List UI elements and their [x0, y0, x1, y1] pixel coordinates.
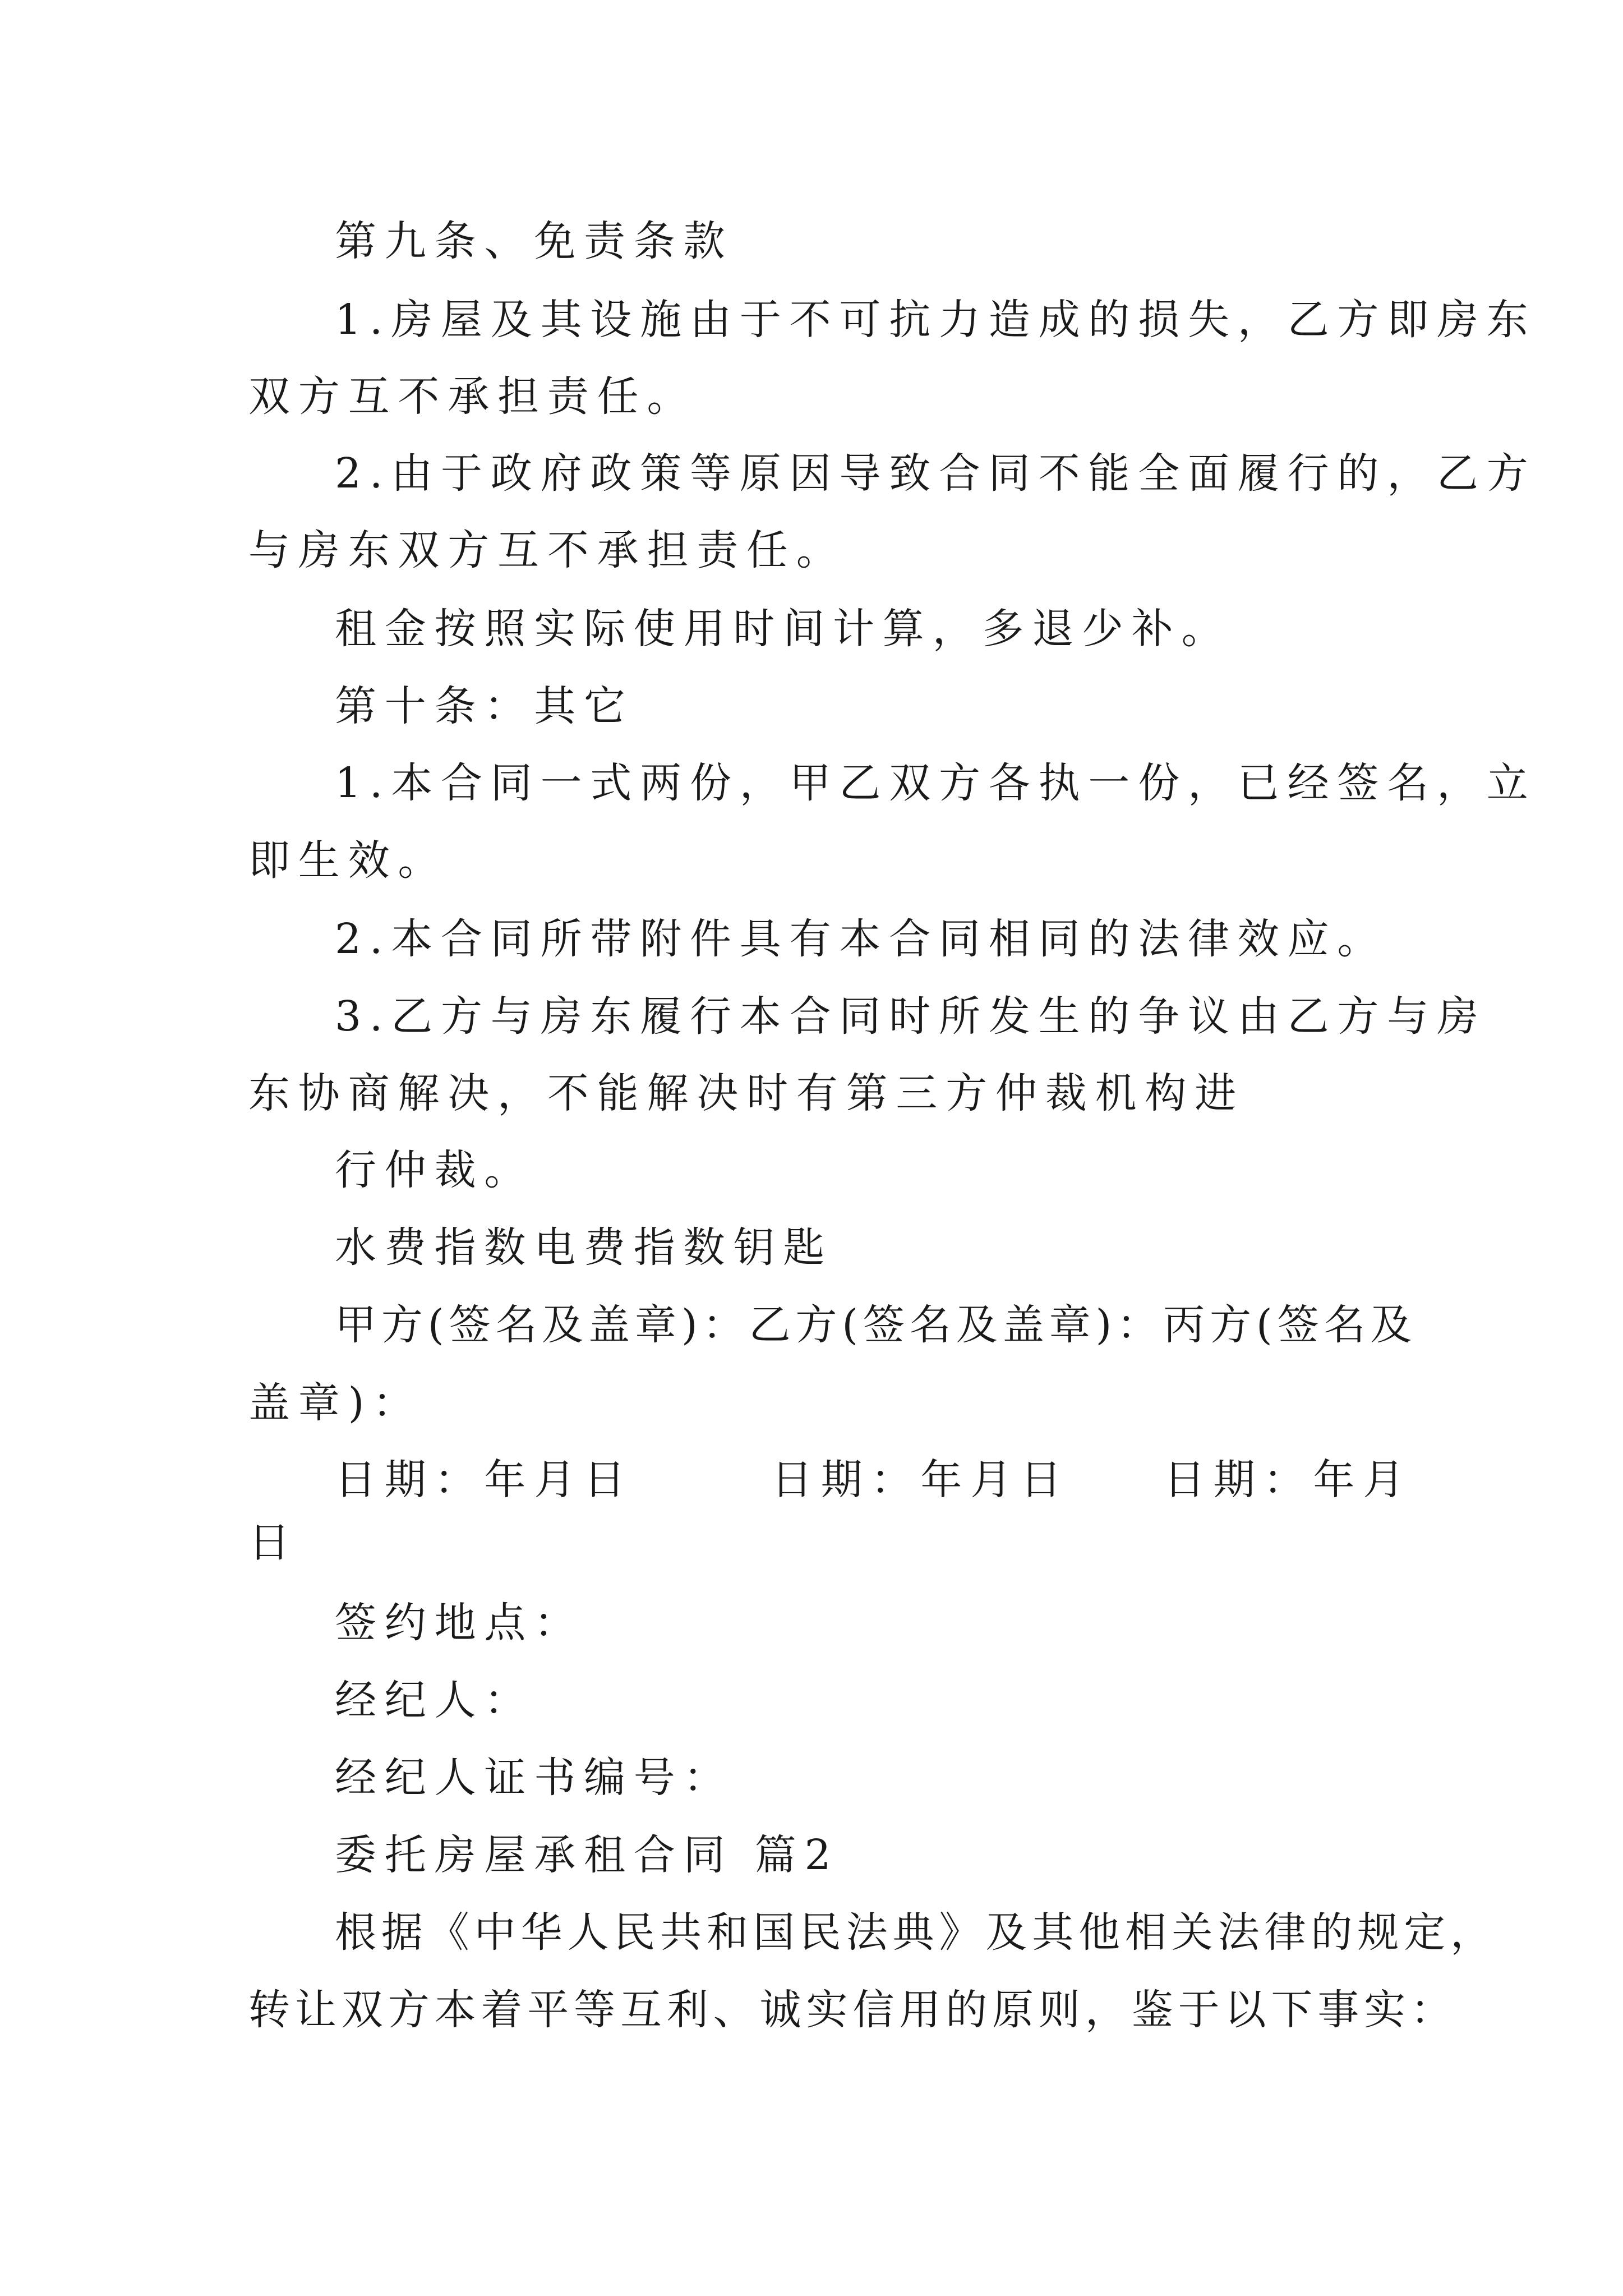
- clause-nine-heading: 第九条、免责条款: [335, 217, 734, 265]
- text-line: 水费指数电费指数钥匙: [335, 1223, 833, 1272]
- agent-label: 经纪人：: [335, 1676, 534, 1724]
- date-continuation: 日: [248, 1519, 298, 1567]
- contract-title: 委托房屋承租合同 篇2: [335, 1831, 840, 1879]
- date-field-b: 日期：年月日: [771, 1456, 1070, 1504]
- text-line: 即生效。: [248, 836, 448, 885]
- text-line: 1.本合同一式两份，甲乙双方各执一份，已经签名，立: [335, 759, 1537, 807]
- date-row: [0, 1452, 1623, 1508]
- text-line: 双方互不承担责任。: [248, 372, 697, 421]
- text-line: 3.乙方与房东履行本合同时所发生的争议由乙方与房: [335, 992, 1487, 1041]
- text-line: 转让双方本着平等互利、诚实信用的原则，鉴于以下事实：: [248, 1986, 1457, 2034]
- text-line: 1.房屋及其设施由于不可抗力造成的损失，乙方即房东: [335, 296, 1537, 344]
- text-line: 2.由于政府政策等原因导致合同不能全面履行的，乙方: [335, 449, 1537, 498]
- date-field-a: 日期：年月日: [335, 1456, 634, 1504]
- text-line: 与房东双方互不承担责任。: [248, 526, 846, 574]
- text-line: 东协商解决，不能解决时有第三方仲裁机构进: [248, 1069, 1244, 1117]
- text-line: 租金按照实际使用时间计算，多退少补。: [335, 605, 1232, 653]
- agent-cert-label: 经纪人证书编号：: [335, 1754, 734, 1802]
- text-line: 2.本合同所带附件具有本合同相同的法律效应。: [335, 915, 1387, 963]
- date-field-c: 日期：年月: [1164, 1456, 1413, 1504]
- signature-line: 甲方(签名及盖章)：乙方(签名及盖章)：丙方(签名及: [335, 1301, 1417, 1349]
- text-line: 根据《中华人民共和国民法典》及其他相关法律的规定，: [335, 1908, 1497, 1957]
- clause-ten-heading: 第十条：其它: [335, 682, 634, 730]
- signature-line: 盖章)：: [248, 1379, 423, 1427]
- sign-location-label: 签约地点：: [335, 1599, 584, 1647]
- text-line: 行仲裁。: [335, 1146, 534, 1194]
